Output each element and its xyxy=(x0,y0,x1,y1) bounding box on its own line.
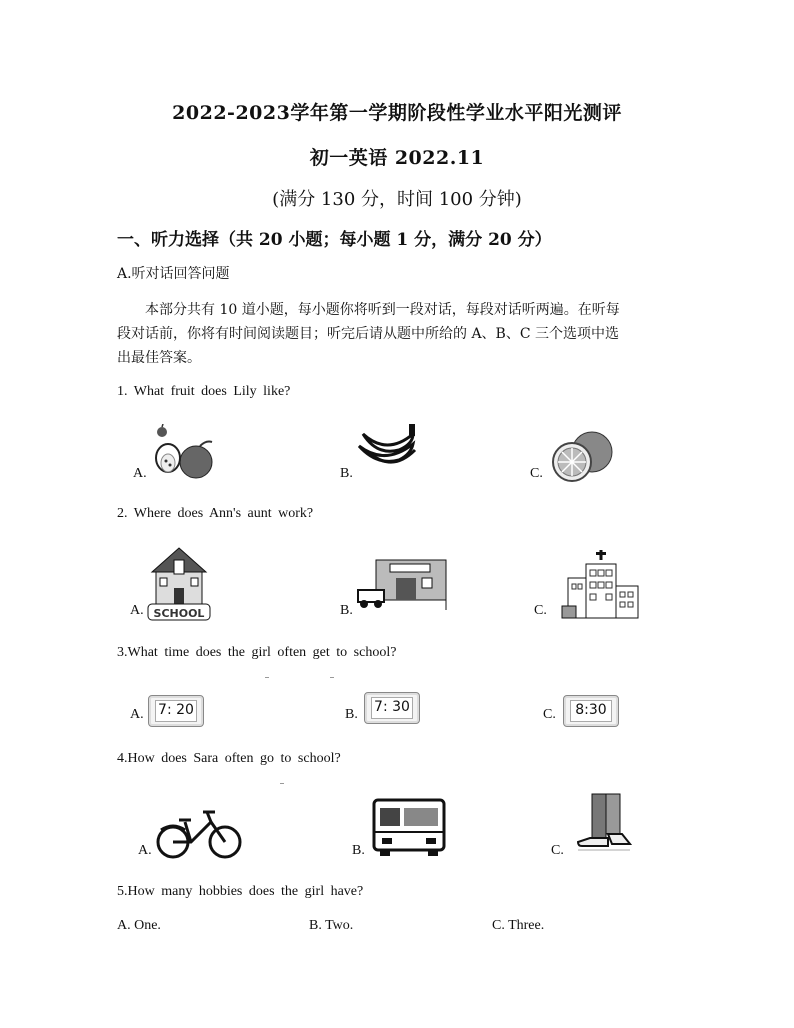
q4-option-b[interactable]: B. xyxy=(352,843,365,858)
bicycle-icon xyxy=(155,808,245,860)
q4-option-a[interactable]: A. xyxy=(138,843,152,858)
orange-icon xyxy=(548,428,614,484)
q5-option-b[interactable]: B. Two. xyxy=(309,918,354,933)
scan-mark xyxy=(280,783,284,784)
walking-legs-icon xyxy=(572,792,632,858)
q2-option-b[interactable]: B. xyxy=(340,603,353,618)
part-a-heading: A.听对话回答问题 xyxy=(117,266,230,282)
q4-option-c[interactable]: C. xyxy=(551,843,564,858)
question-1-stem: 1. What fruit does Lily like? xyxy=(117,384,291,399)
exam-info: (满分 130 分，时间 100 分钟) xyxy=(272,189,522,210)
clock-icon xyxy=(148,695,204,727)
instructions-line-3: 出最佳答案。 xyxy=(117,350,201,366)
hospital-icon xyxy=(560,550,642,620)
section-heading: 一、听力选择（共 20 小题；每小题 1 分，满分 20 分） xyxy=(117,230,552,250)
q5-option-a[interactable]: A. One. xyxy=(117,918,161,933)
q1-option-b[interactable]: B. xyxy=(340,466,353,481)
q3-option-c[interactable]: C. xyxy=(543,707,556,722)
clock-time-c: 8:30 xyxy=(570,700,612,722)
q2-option-c[interactable]: C. xyxy=(534,603,547,618)
clock-icon xyxy=(563,695,619,727)
instructions-line-2: 段对话前，你将有时间阅读题目；听完后请从题中所给的 A、B、C 三个选项中选 xyxy=(117,326,620,342)
bus-icon xyxy=(370,796,448,858)
question-4-stem: 4.How does Sara often go to school? xyxy=(117,751,341,766)
scan-mark xyxy=(265,677,269,678)
q1-option-a[interactable]: A. xyxy=(133,466,147,481)
banana-icon xyxy=(355,422,419,474)
police-station-icon xyxy=(356,556,448,614)
q2-option-a[interactable]: A. xyxy=(130,603,144,618)
q3-option-a[interactable]: A. xyxy=(130,707,144,722)
scan-mark xyxy=(330,677,334,678)
question-5-stem: 5.How many hobbies does the girl have? xyxy=(117,884,364,899)
school-icon xyxy=(146,546,212,622)
page-title: 2022-2023学年第一学期阶段性学业水平阳光测评 xyxy=(172,102,622,124)
instructions-line-1: 本部分共有 10 道小题，每小题你将听到一段对话，每段对话听两遍。在听每 xyxy=(145,302,620,318)
q5-option-c[interactable]: C. Three. xyxy=(492,918,545,933)
clock-time-b: 7: 30 xyxy=(371,697,413,719)
q3-option-b[interactable]: B. xyxy=(345,707,358,722)
q1-option-c[interactable]: C. xyxy=(530,466,543,481)
clock-time-a: 7: 20 xyxy=(155,700,197,722)
svg-text:SCHOOL: SCHOOL xyxy=(153,607,205,620)
exam-subject: 初一英语 2022.11 xyxy=(309,147,485,169)
question-2-stem: 2. Where does Ann's aunt work? xyxy=(117,506,314,521)
apple-icon xyxy=(148,424,214,482)
question-3-stem: 3.What time does the girl often get to school? xyxy=(117,645,397,660)
clock-icon xyxy=(364,692,420,724)
